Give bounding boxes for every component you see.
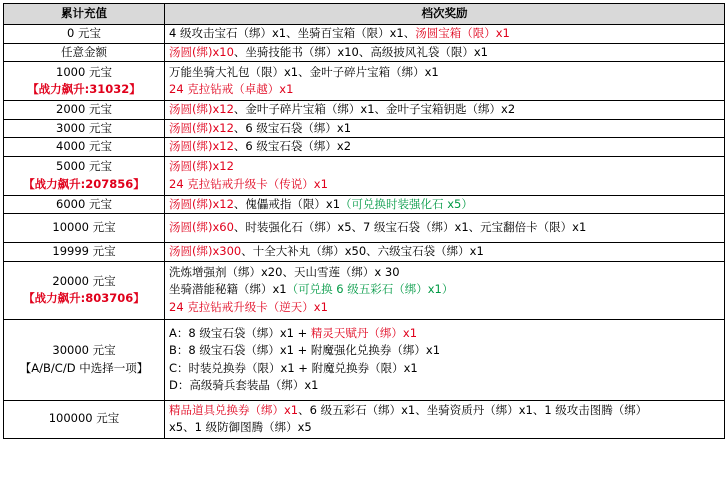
reward-line — [169, 81, 720, 99]
reward-text: 4 级攻击宝石（绑）x1、坐骑百宝箱（限）x1、 — [169, 26, 416, 40]
table-row — [4, 261, 725, 319]
reward-cell — [165, 119, 725, 138]
reward-text: 、6 级宝石袋（绑）x1 — [233, 120, 352, 135]
reward-text: D：高级骑兵套装晶（绑）x1 — [169, 378, 319, 392]
reward-text: 、坐骑技能书（绑）x10、高级披风礼袋（限）x1 — [233, 44, 488, 59]
table-row — [4, 43, 725, 62]
reward-line — [169, 219, 720, 237]
reward-line — [169, 44, 720, 62]
recharge-amount-cell — [4, 243, 165, 262]
table-row — [4, 400, 725, 438]
reward-line — [169, 101, 720, 119]
reward-text: 汤圆(绑)x10 — [169, 44, 234, 59]
reward-text: 24 克拉钻戒（卓越）x1 — [169, 82, 294, 96]
recharge-amount-cell — [4, 400, 165, 438]
reward-cell — [165, 138, 725, 157]
recharge-amount: 10000 元宝 — [52, 220, 116, 235]
reward-line — [169, 138, 720, 156]
reward-line — [169, 325, 720, 343]
reward-text: （可兑换时装强化石 x5） — [340, 196, 473, 211]
reward-text: 精灵天赋丹（绑）x1 — [310, 325, 418, 340]
recharge-amount-cell — [4, 261, 165, 319]
reward-text: 、傀儡戒指（限）x1 — [233, 196, 341, 211]
reward-text: （可兑换 6 级五彩石（绑）x1） — [286, 282, 454, 297]
reward-text: 汤圆(绑)x12 — [169, 196, 234, 211]
table-row — [4, 156, 725, 195]
reward-cell — [165, 43, 725, 62]
amount-note: 【A/B/C/D 中选择一项】 — [19, 360, 149, 375]
reward-cell — [165, 25, 725, 44]
reward-cell — [165, 261, 725, 319]
recharge-amount-cell — [4, 62, 165, 101]
table-row — [4, 62, 725, 101]
reward-line — [169, 342, 720, 360]
reward-text: 万能坐骑大礼包（限）x1、金叶子碎片宝箱（绑）x1 — [169, 64, 439, 79]
reward-cell — [165, 400, 725, 438]
header-cumulative-recharge: 累计充值 — [4, 4, 165, 25]
recharge-amount: 1000 元宝 — [56, 64, 112, 79]
recharge-amount-cell — [4, 214, 165, 243]
reward-text: C：时装兑换券（限）x1 + 附魔兑换券（限）x1 — [169, 360, 418, 375]
reward-cell — [165, 319, 725, 400]
reward-text: 、金叶子碎片宝箱（绑）x1、金叶子宝箱钥匙（绑）x2 — [233, 102, 516, 116]
reward-line — [169, 243, 720, 261]
reward-line — [169, 299, 720, 317]
reward-text: x5、1 级防御图腾（绑）x5 — [169, 420, 312, 434]
table-row — [4, 138, 725, 157]
recharge-amount-cell — [4, 138, 165, 157]
reward-line — [169, 419, 720, 437]
table-row — [4, 214, 725, 243]
table-row — [4, 243, 725, 262]
recharge-amount: 100000 元宝 — [48, 411, 120, 426]
reward-line — [169, 176, 720, 194]
reward-cell — [165, 101, 725, 120]
recharge-amount-cell — [4, 25, 165, 44]
reward-line — [169, 360, 720, 378]
reward-cell — [165, 62, 725, 101]
amount-note: 【战力飙升:803706】 — [23, 291, 145, 305]
recharge-amount-cell — [4, 101, 165, 120]
reward-line — [169, 158, 720, 176]
recharge-amount-cell — [4, 319, 165, 400]
reward-line — [169, 64, 720, 82]
reward-text: 坐骑潜能秘籍（绑）x1 — [169, 282, 287, 297]
recharge-amount: 19999 元宝 — [52, 244, 116, 258]
reward-line — [169, 377, 720, 395]
reward-line — [169, 120, 720, 138]
reward-text: 24 克拉钻戒升级卡（传说）x1 — [169, 176, 328, 191]
reward-line — [169, 281, 720, 299]
recharge-amount-cell — [4, 156, 165, 195]
reward-cell — [165, 214, 725, 243]
recharge-amount: 0 元宝 — [67, 26, 101, 40]
table-row — [4, 119, 725, 138]
recharge-amount: 2000 元宝 — [56, 102, 112, 116]
reward-text: 汤圆(绑)x12 — [169, 102, 234, 116]
recharge-amount: 30000 元宝 — [52, 343, 116, 357]
table-row — [4, 195, 725, 214]
header-row — [4, 4, 725, 25]
reward-cell — [165, 243, 725, 262]
reward-text: 、6 级宝石袋（绑）x2 — [233, 139, 352, 153]
reward-text: 精品道具兑换券（绑）x1 — [169, 402, 299, 417]
reward-text: A：8 级宝石袋（绑）x1 + — [169, 325, 311, 340]
reward-text: 、6 级五彩石（绑）x1、坐骑资质丹（绑）x1、1 级攻击图腾（绑） — [298, 402, 648, 417]
recharge-reward-table — [3, 3, 725, 439]
reward-text: 汤圆(绑)x12 — [169, 139, 234, 153]
recharge-amount-cell — [4, 43, 165, 62]
reward-text: 汤圆宝箱（限）x1 — [415, 26, 510, 40]
amount-note: 【战力飙升:207856】 — [23, 176, 145, 191]
recharge-amount-cell — [4, 195, 165, 214]
recharge-amount: 5000 元宝 — [56, 159, 112, 173]
reward-text: 、时装强化石（绑）x5、7 级宝石袋（绑）x1、元宝翻倍卡（限）x1 — [233, 220, 587, 235]
reward-text: 汤圆(绑)x60 — [169, 220, 234, 235]
recharge-amount: 20000 元宝 — [52, 273, 116, 288]
recharge-amount: 任意金额 — [61, 44, 107, 59]
reward-text: 洗炼增强剂（绑）x20、天山雪莲（绑）x 30 — [169, 264, 400, 279]
table-row — [4, 101, 725, 120]
reward-line — [169, 25, 720, 43]
recharge-amount: 4000 元宝 — [56, 139, 112, 153]
reward-line — [169, 402, 720, 420]
reward-cell — [165, 195, 725, 214]
recharge-amount: 3000 元宝 — [56, 120, 112, 135]
reward-cell — [165, 156, 725, 195]
table-row — [4, 25, 725, 44]
header-tier-reward: 档次奖励 — [165, 4, 725, 25]
reward-text: 汤圆(绑)x300 — [169, 244, 242, 258]
recharge-amount-cell — [4, 119, 165, 138]
table-row — [4, 319, 725, 400]
reward-text: 汤圆(绑)x12 — [169, 120, 234, 135]
reward-text: 汤圆(绑)x12 — [169, 159, 234, 173]
amount-note: 【战力飙升:31032】 — [27, 82, 141, 96]
reward-text: 24 克拉钻戒升级卡（逆天）x1 — [169, 299, 328, 314]
reward-line — [169, 264, 720, 282]
reward-line — [169, 196, 720, 214]
reward-text: B：8 级宝石袋（绑）x1 + 附魔强化兑换券（绑）x1 — [169, 343, 441, 357]
recharge-amount: 6000 元宝 — [56, 196, 112, 211]
reward-text: 、十全大补丸（绑）x50、六级宝石袋（绑）x1 — [241, 244, 484, 258]
